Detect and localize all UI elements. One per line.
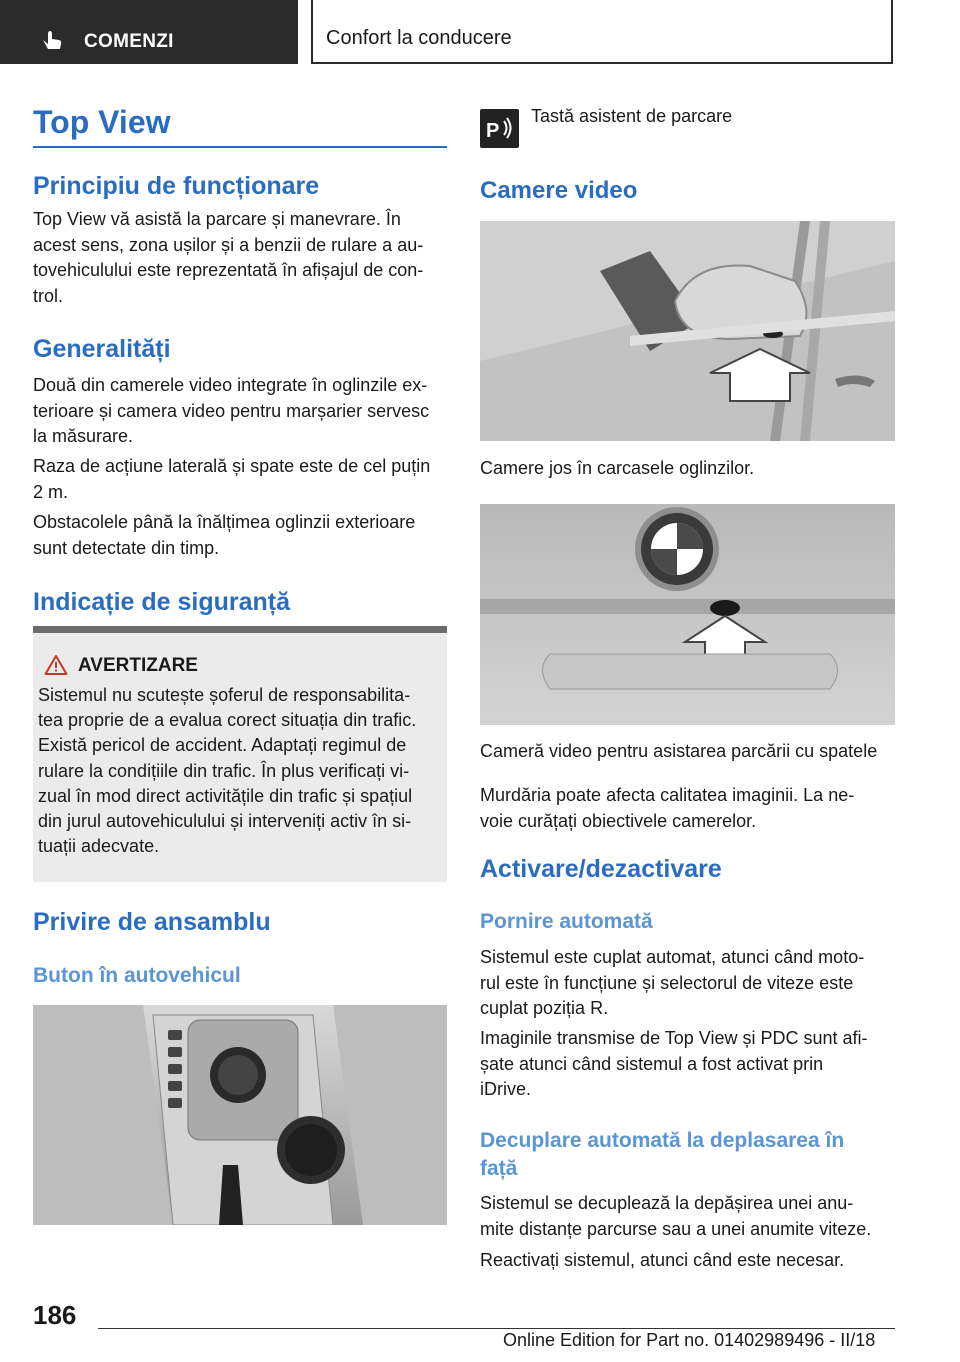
heading-line: Decuplare automată la deplasarea în [480, 1129, 845, 1152]
general-paragraph-1 [33, 373, 449, 450]
text-line: la măsurare. [33, 426, 134, 446]
auto-on-paragraph-1 [480, 945, 896, 1022]
text-line: rulare la condițiile din trafic. În plus verificați vi- [38, 760, 410, 781]
text-line: cuplat poziția R. [480, 998, 609, 1018]
text-line: Raza de acțiune laterală și spate este de cel puțin [33, 456, 431, 476]
principle-heading: Principiu de funcționare [33, 172, 320, 200]
text-line: Murdăria poate afecta calitatea imaginii. La ne- [480, 785, 855, 805]
text-line: tuații adecvate. [38, 836, 160, 857]
rear-camera-image [480, 504, 895, 725]
button-heading: Buton în autovehicul [33, 964, 241, 987]
auto-on-heading: Pornire automată [480, 910, 653, 933]
mirror-camera-image [480, 221, 895, 441]
safety-heading: Indicație de siguranță [33, 588, 291, 616]
header-title: Confort la conducere [326, 27, 512, 49]
heading-line: față [480, 1157, 518, 1180]
text-line: Imaginile transmise de Top View și PDC sunt afi- [480, 1028, 868, 1048]
console-image [33, 1005, 447, 1225]
page-title: Top View [33, 104, 171, 140]
text-line: 2 m. [33, 481, 69, 502]
text-line: șate atunci când sistemul a fost activat prin [480, 1053, 824, 1074]
general-paragraph-3 [33, 510, 449, 561]
text-line: zual în mod direct activitățile din trafic și spațiul [38, 785, 413, 806]
warning-title: AVERTIZARE [78, 655, 198, 676]
text-line: Sistemul se decuplează la depășirea unei anu- [480, 1193, 854, 1213]
text-line: din jurul autovehiculului și interveniți activ în si- [38, 811, 412, 832]
auto-off-paragraph-1 [480, 1191, 896, 1242]
svg-text:P: P [486, 120, 500, 142]
general-paragraph-2 [33, 454, 449, 505]
overview-heading: Privire de ansamblu [33, 908, 271, 936]
text-line: tovehiculului este reprezentată în afișajul de con- [33, 260, 424, 280]
general-heading: Generalități [33, 335, 171, 363]
title-rule [33, 146, 447, 148]
text-line: Există pericol de accident. Adaptați regimul de [38, 735, 407, 756]
text-line: acest sens, zona ușilor și a benzii de rulare a au- [33, 234, 424, 255]
cameras-heading: Camere video [480, 177, 638, 204]
auto-off-heading [480, 1127, 844, 1183]
text-line: Sistemul nu scutește șoferul de responsabilita- [38, 685, 411, 705]
warning-triangle-icon [44, 654, 68, 681]
principle-paragraph [33, 207, 449, 309]
activation-heading: Activare/dezactivare [480, 855, 722, 883]
text-line: Două din camerele video integrate în oglinzile ex- [33, 375, 428, 395]
mirror-camera-caption: Camere jos în carcasele oglinzilor. [480, 458, 755, 478]
text-line: iDrive. [480, 1079, 532, 1099]
page-number: 186 [33, 1300, 77, 1330]
text-line: trol. [33, 285, 64, 306]
parking-assistant-button-icon [480, 109, 519, 148]
hand-pointer-icon [40, 28, 64, 55]
text-line: mite distanțe parcurse sau a unei anumite viteze. [480, 1218, 872, 1239]
text-line: Top View vă asistă la parcare și manevrare. În [33, 209, 401, 229]
dirt-paragraph [480, 783, 896, 834]
parking-assistant-label: Tastă asistent de parcare [531, 106, 733, 126]
text-line: sunt detectate din timp. [33, 537, 220, 558]
footer-rule [98, 1328, 895, 1329]
warning-bar [33, 626, 447, 633]
warning-text [38, 683, 448, 859]
text-line: Obstacolele până la înălțimea oglinzii exterioare [33, 512, 416, 532]
footer-edition: Online Edition for Part no. 01402989496 - II/18 [503, 1330, 876, 1350]
text-line: terioare și camera video pentru marșarier servesc [33, 400, 430, 421]
auto-on-paragraph-2 [480, 1026, 896, 1103]
text-line: voie curățați obiectivele camerelor. [480, 810, 757, 831]
text-line: tea proprie de a evalua corect situația din trafic. [38, 710, 417, 731]
auto-off-paragraph-2: Reactivați sistemul, atunci când este necesar. [480, 1250, 845, 1270]
rear-camera-caption: Cameră video pentru asistarea parcării cu spatele [480, 741, 878, 761]
text-line: Sistemul este cuplat automat, atunci când moto- [480, 947, 865, 967]
text-line: rul este în funcțiune și selectorul de viteze este [480, 972, 854, 993]
section-tab-label: COMENZI [84, 31, 174, 52]
